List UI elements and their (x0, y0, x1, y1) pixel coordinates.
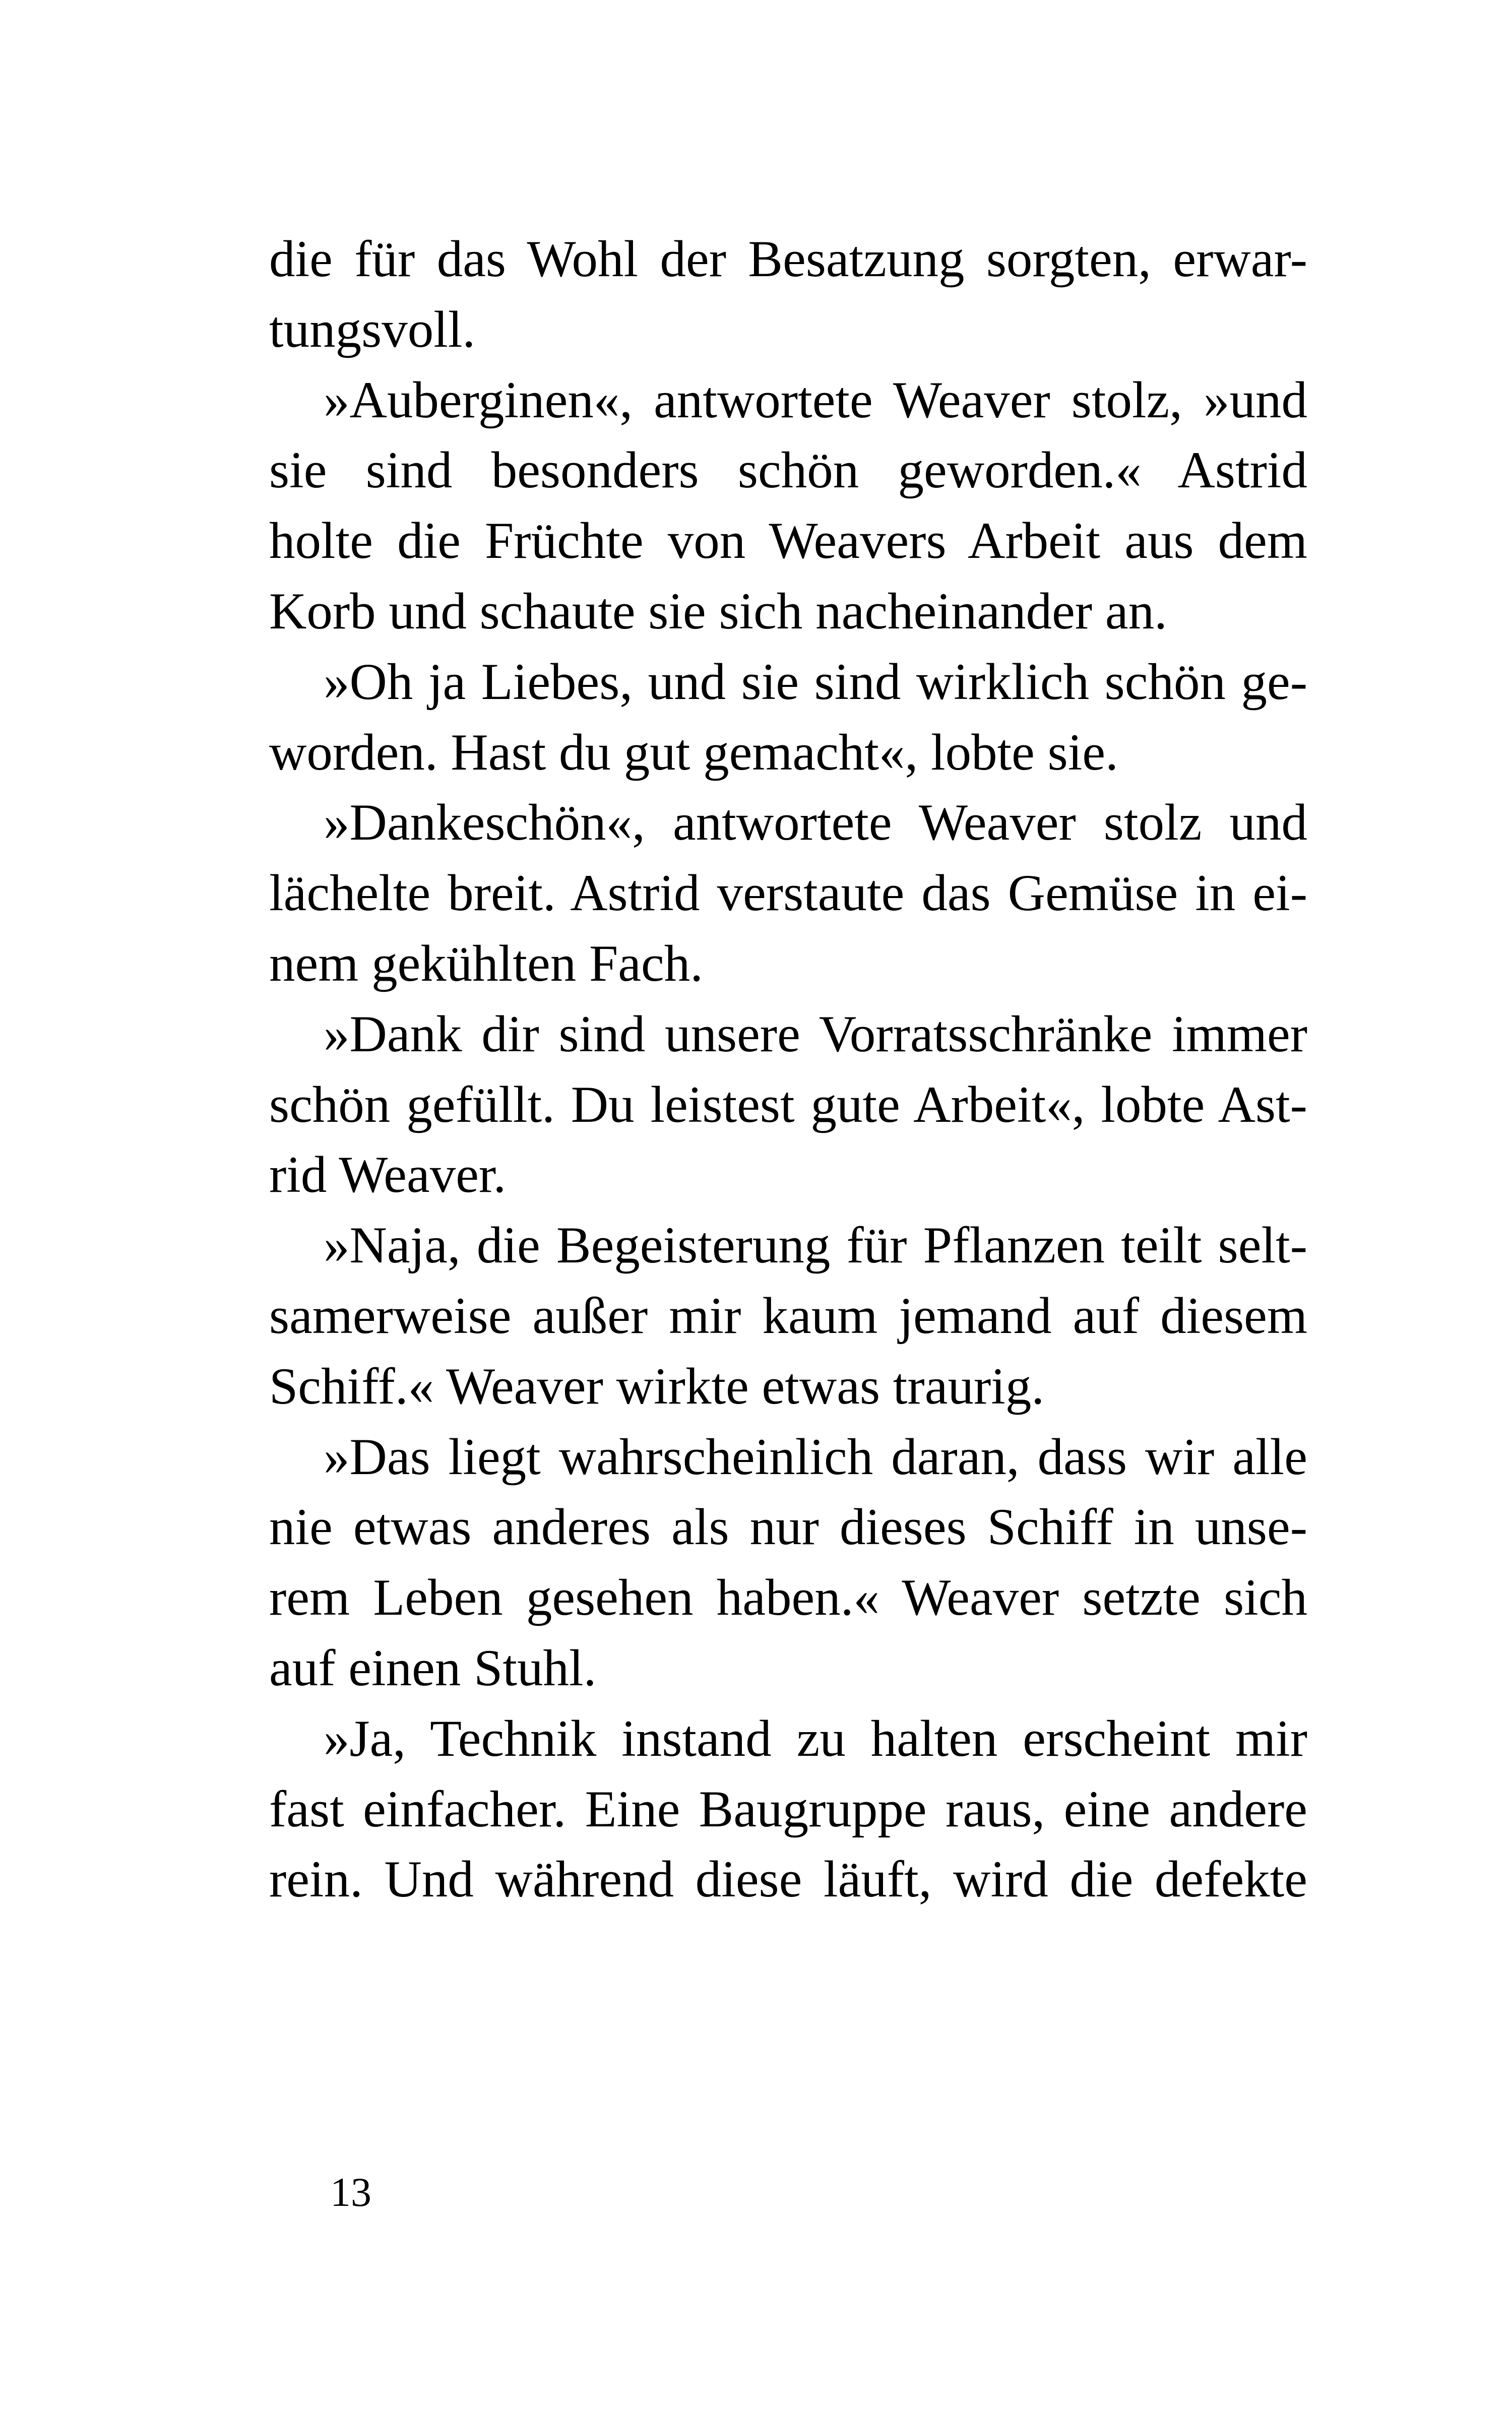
text-line: »Dankeschön«, antwortete Weaver stolz und (324, 794, 1307, 852)
text-line: »Das liegt wahrscheinlich daran, dass wir alle (324, 1428, 1307, 1486)
text-line: samerweise außer mir kaum jemand auf diesem (269, 1287, 1307, 1345)
text-line: nem gekühlten Fach. (269, 934, 703, 992)
page-number: 13 (330, 2169, 371, 2215)
text-line: holte die Früchte von Weavers Arbeit aus dem (269, 512, 1307, 570)
text-line: »Naja, die Begeisterung für Pflanzen teilt selt- (324, 1217, 1307, 1275)
text-line: nie etwas anderes als nur dieses Schiff in unse- (269, 1498, 1307, 1556)
text-line: »Ja, Technik instand zu halten erscheint mir (324, 1709, 1307, 1767)
text-line: »Dank dir sind unsere Vorratsschränke immer (324, 1005, 1307, 1063)
text-line: lächelte breit. Astrid verstaute das Gemüse in ei- (269, 864, 1307, 922)
text-line: rem Leben gesehen haben.« Weaver setzte sich (269, 1569, 1307, 1627)
text-line: die für das Wohl der Besatzung sorgten, erwar- (269, 230, 1307, 288)
text-line: »Auberginen«, antwortete Weaver stolz, »und (324, 371, 1307, 429)
text-line: Schiff.« Weaver wirkte etwas traurig. (269, 1357, 1045, 1415)
text-line: fast einfacher. Eine Baugruppe raus, eine andere (269, 1780, 1307, 1838)
text-line: rid Weaver. (269, 1146, 507, 1204)
text-line: rein. Und während diese läuft, wird die defekte (269, 1851, 1307, 1909)
text-line: worden. Hast du gut gemacht«, lobte sie. (269, 723, 1118, 781)
body-text (269, 224, 1307, 1915)
text-line: auf einen Stuhl. (269, 1639, 597, 1697)
text-line: sie sind besonders schön geworden.« Astrid (269, 441, 1307, 499)
text-line: »Oh ja Liebes, und sie sind wirklich schön ge- (324, 653, 1307, 711)
text-line: Korb und schaute sie sich nacheinander an. (269, 582, 1167, 640)
text-line: tungsvoll. (269, 300, 476, 358)
text-line: schön gefüllt. Du leistest gute Arbeit«, lobte Ast- (269, 1075, 1307, 1133)
